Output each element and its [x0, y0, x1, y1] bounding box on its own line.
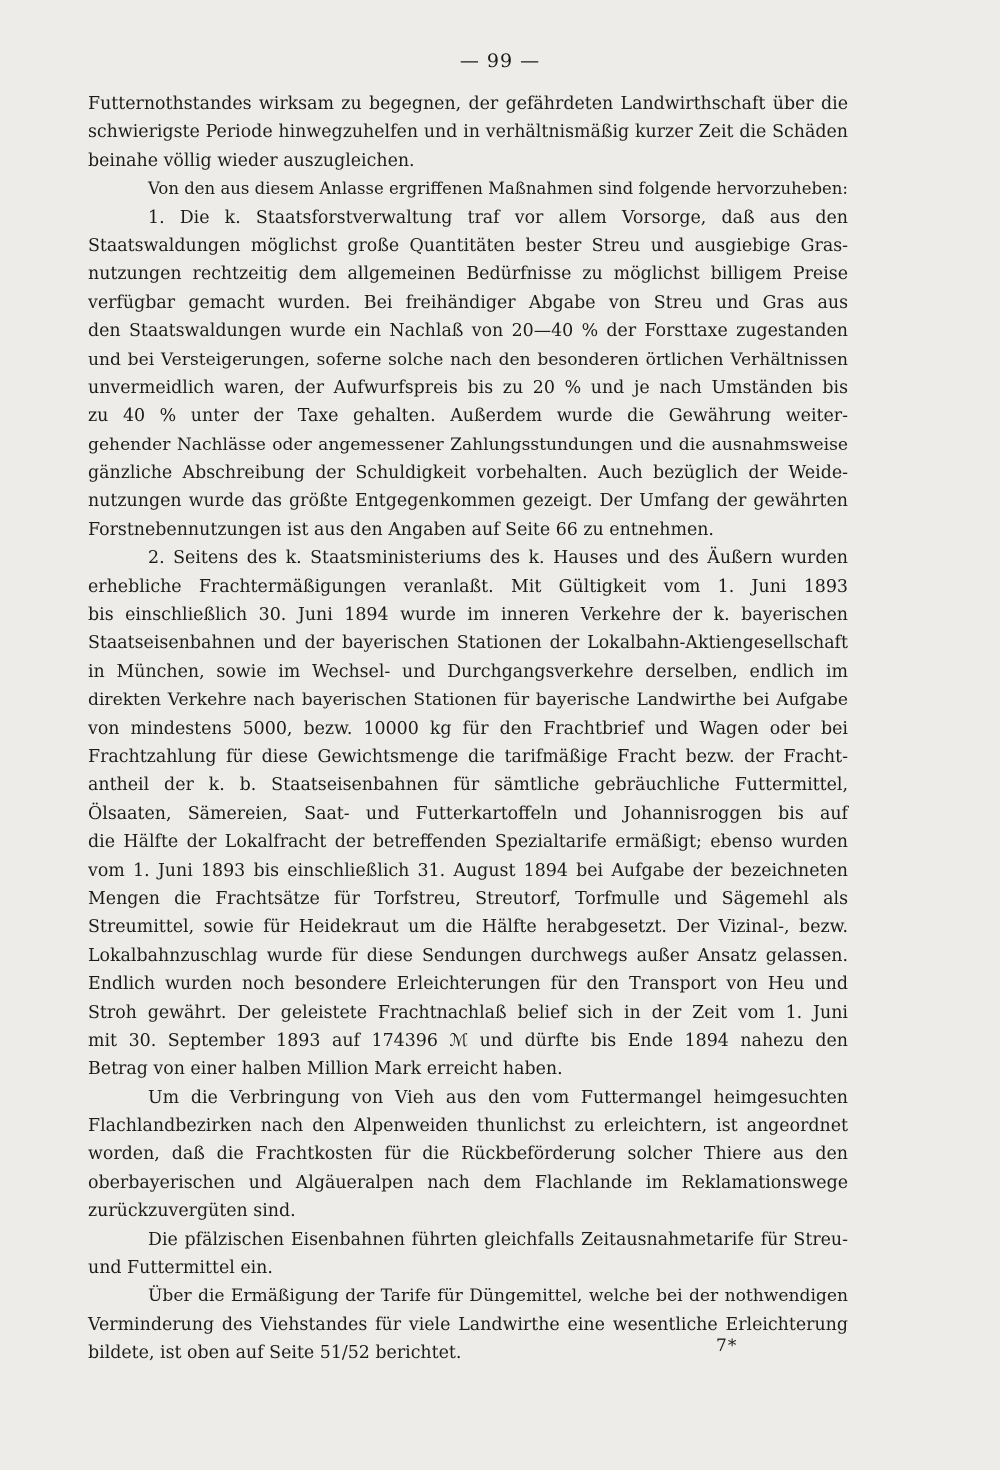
- text-line: Ölsaaten, Sämereien, Saat- und Futterkartoffeln und Johannisroggen bis auf: [88, 803, 848, 824]
- text-line: oberbayerischen und Algäueralpen nach dem Flachlande im Reklamationswege: [88, 1172, 848, 1193]
- text-line: Flachlandbezirken nach den Alpenweiden thunlichst zu erleichtern, ist angeordnet: [88, 1116, 848, 1137]
- text-line: nutzungen rechtzeitig dem allgemeinen Bedürfnisse zu möglichst billigem Preise: [88, 264, 848, 285]
- text-line: worden, daß die Frachtkosten für die Rückbeförderung solcher Thiere aus den: [88, 1144, 848, 1165]
- text-line: von mindestens 5000, bezw. 10000 kg für den Frachtbrief und Wagen oder bei: [88, 718, 848, 739]
- text-line: Die pfälzischen Eisenbahnen führten gleichfalls Zeitausnahmetarife für Streu-: [148, 1229, 848, 1250]
- text-line: vom 1. Juni 1893 bis einschließlich 31. August 1894 bei Aufgabe der bezeichneten: [88, 860, 848, 881]
- text-line: Um die Verbringung von Vieh aus den vom Futtermangel heimgesuchten: [148, 1087, 848, 1108]
- text-line: Über die Ermäßigung der Tarife für Düngemittel, welche bei der nothwendigen: [148, 1286, 848, 1307]
- body-text: [88, 90, 848, 1368]
- text-line: Forstnebennutzungen ist aus den Angaben auf Seite 66 zu entnehmen.: [88, 519, 714, 540]
- text-line: Stroh gewährt. Der geleistete Frachtnachlaß belief sich in der Zeit vom 1. Juni: [88, 1002, 848, 1023]
- text-line: erhebliche Frachtermäßigungen veranlaßt. Mit Gültigkeit vom 1. Juni 1893: [88, 576, 848, 597]
- text-line: Frachtzahlung für diese Gewichtsmenge die tarifmäßige Fracht bezw. der Fracht-: [88, 746, 848, 767]
- text-line: unvermeidlich waren, der Aufwurfspreis bis zu 20 % und je nach Umständen bis: [88, 377, 848, 398]
- text-line: beinahe völlig wieder auszugleichen.: [88, 150, 415, 171]
- page-number: — 99 —: [459, 50, 541, 72]
- text-line: bildete, ist oben auf Seite 51/52 berichtet.: [88, 1343, 462, 1364]
- text-line: zu 40 % unter der Taxe gehalten. Außerdem wurde die Gewährung weiter-: [88, 406, 848, 427]
- text-line: und bei Versteigerungen, soferne solche nach den besonderen örtlichen Verhältnissen: [88, 349, 848, 370]
- text-line: Staatseisenbahnen und der bayerischen Stationen der Lokalbahn-Aktiengesellschaft: [88, 633, 848, 654]
- text-line: zurückzuvergüten sind.: [88, 1201, 296, 1222]
- text-line: mit 30. September 1893 auf 174396 ℳ und dürfte bis Ende 1894 nahezu den: [88, 1030, 848, 1051]
- text-line: direkten Verkehre nach bayerischen Stationen für bayerische Landwirthe bei Aufgabe: [88, 690, 848, 711]
- text-line: antheil der k. b. Staatseisenbahnen für sämtliche gebräuchliche Futtermittel,: [88, 775, 848, 796]
- text-line: die Hälfte der Lokalfracht der betreffenden Spezialtarife ermäßigt; ebenso wurden: [88, 832, 848, 853]
- text-line: Staatswaldungen möglichst große Quantitäten bester Streu und ausgiebige Gras-: [88, 235, 848, 256]
- signature-mark: 7*: [716, 1336, 738, 1356]
- text-line: Von den aus diesem Anlasse ergriffenen Maßnahmen sind folgende hervorzuheben:: [148, 179, 848, 199]
- text-line: den Staatswaldungen wurde ein Nachlaß von 20—40 % der Forsttaxe zugestanden: [88, 321, 848, 342]
- text-line: Mengen die Frachtsätze für Torfstreu, Streutorf, Torfmulle und Sägemehl als: [88, 888, 848, 909]
- text-line: Verminderung des Viehstandes für viele Landwirthe eine wesentliche Erleichterung: [88, 1314, 848, 1335]
- text-line: Lokalbahnzuschlag wurde für diese Sendungen durchwegs außer Ansatz gelassen.: [88, 945, 848, 966]
- text-line: 2. Seitens des k. Staatsministeriums des k. Hauses und des Äußern wurden: [148, 548, 848, 569]
- text-line: Endlich wurden noch besondere Erleichterungen für den Transport von Heu und: [88, 974, 848, 995]
- text-line: und Futtermittel ein.: [88, 1258, 273, 1279]
- text-line: in München, sowie im Wechsel- und Durchgangsverkehre derselben, endlich im: [88, 661, 848, 682]
- text-line: 1. Die k. Staatsforstverwaltung traf vor allem Vorsorge, daß aus den: [148, 207, 848, 228]
- text-line: Futternothstandes wirksam zu begegnen, der gefährdeten Landwirthschaft über die: [88, 94, 848, 114]
- text-line: verfügbar gemacht wurden. Bei freihändiger Abgabe von Streu und Gras aus: [88, 292, 848, 313]
- text-line: Betrag von einer halben Million Mark erreicht haben.: [88, 1059, 563, 1080]
- text-line: schwierigste Periode hinwegzuhelfen und in verhältnismäßig kurzer Zeit die Schäden: [88, 122, 848, 143]
- text-line: Streumittel, sowie für Heidekraut um die Hälfte herabgesetzt. Der Vizinal-, bezw.: [88, 917, 848, 938]
- text-line: nutzungen wurde das größte Entgegenkommen gezeigt. Der Umfang der gewährten: [88, 491, 848, 512]
- text-line: gehender Nachlässe oder angemessener Zahlungsstundungen und die ausnahmsweise: [88, 434, 848, 455]
- text-line: gänzliche Abschreibung der Schuldigkeit vorbehalten. Auch bezüglich der Weide-: [88, 463, 848, 484]
- text-line: bis einschließlich 30. Juni 1894 wurde im inneren Verkehre der k. bayerischen: [88, 605, 848, 626]
